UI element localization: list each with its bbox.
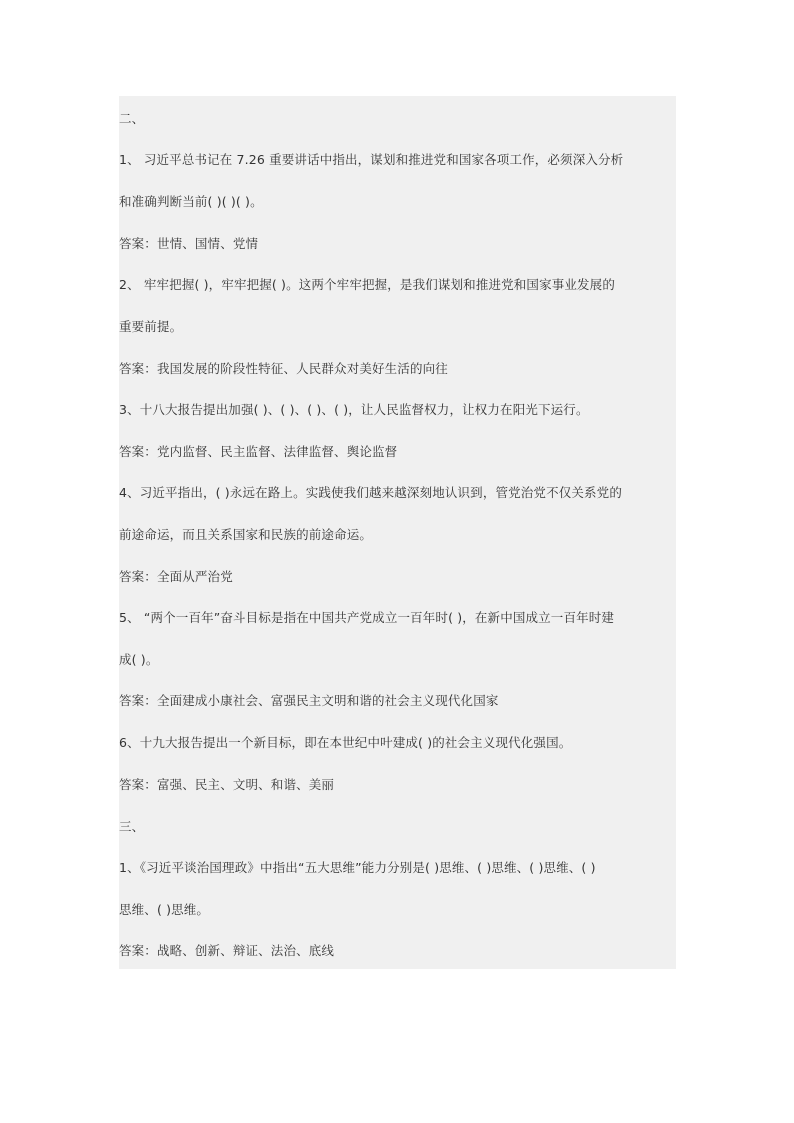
question-2-line-1: 2、 牢牢把握( )，牢牢把握( )。这两个牢牢把握，是我们谋划和推进党和国家事业发展的 xyxy=(119,277,615,292)
section-3-question-1-line-2: 思维、( )思维。 xyxy=(119,902,210,917)
section-3-question-1-line-1: 1、《习近平谈治国理政》中指出“五大思维”能力分别是( )思维、( )思维、( )思维、( ) xyxy=(119,860,596,875)
question-2-line-2: 重要前提。 xyxy=(119,319,183,334)
answer-1: 答案：世情、国情、党情 xyxy=(119,236,259,251)
question-5-line-2: 成( )。 xyxy=(119,652,159,667)
section-3-answer-1: 答案：战略、创新、辩证、法治、底线 xyxy=(119,943,335,958)
question-1-line-1: 1、 习近平总书记在 7.26 重要讲话中指出，谋划和推进党和国家各项工作，必须深入分析 xyxy=(119,152,624,167)
answer-5: 答案：全面建成小康社会、富强民主文明和谐的社会主义现代化国家 xyxy=(119,693,499,708)
question-1-line-2: 和准确判断当前( )( )( )。 xyxy=(119,194,263,209)
question-4-line-1: 4、习近平指出，( )永远在路上。实践使我们越来越深刻地认识到，管党治党不仅关系党的 xyxy=(119,485,622,500)
answer-3: 答案：党内监督、民主监督、法律监督、舆论监督 xyxy=(119,444,398,459)
answer-2: 答案：我国发展的阶段性特征、人民群众对美好生活的向往 xyxy=(119,361,448,376)
question-6-line-1: 6、十九大报告提出一个新目标，即在本世纪中叶建成( )的社会主义现代化强国。 xyxy=(119,735,572,750)
section-heading-2: 二、 xyxy=(119,111,145,126)
section-heading-3: 三、 xyxy=(119,819,145,834)
question-3-line-1: 3、十八大报告提出加强( )、( )、( )、( )，让人民监督权力，让权力在阳光下运行。 xyxy=(119,402,589,417)
answer-4: 答案：全面从严治党 xyxy=(119,569,233,584)
question-5-line-1: 5、 “两个一百年”奋斗目标是指在中国共产党成立一百年时( )，在新中国成立一百年时建 xyxy=(119,610,615,625)
answer-6: 答案：富强、民主、文明、和谐、美丽 xyxy=(119,777,335,792)
question-4-line-2: 前途命运，而且关系国家和民族的前途命运。 xyxy=(119,527,373,542)
